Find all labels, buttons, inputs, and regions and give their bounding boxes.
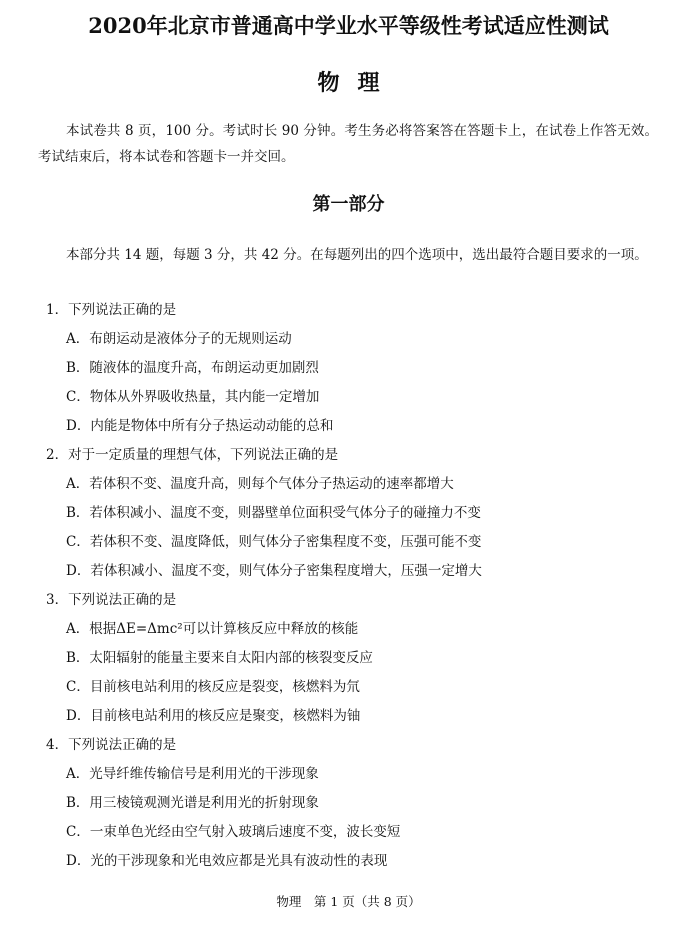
option-b: B．若体积减小、温度不变，则器壁单位面积受气体分子的碰撞力不变 xyxy=(66,505,481,521)
option-d: D．目前核电站利用的核反应是聚变，核燃料为铀 xyxy=(66,708,361,724)
option-c: C．一束单色光经由空气射入玻璃后速度不变，波长变短 xyxy=(66,824,401,840)
question-stem: 4．下列说法正确的是 xyxy=(46,737,177,753)
option-b: B．随液体的温度升高，布朗运动更加剧烈 xyxy=(66,360,319,376)
option-b: B．用三棱镜观测光谱是利用光的折射现象 xyxy=(66,795,319,811)
option-d: D．若体积减小、温度不变，则气体分子密集程度增大，压强一定增大 xyxy=(66,563,482,579)
question-1 xyxy=(38,296,658,441)
question-stem: 3．下列说法正确的是 xyxy=(46,592,177,608)
question-2 xyxy=(38,441,658,586)
exam-title: 2020年北京市普通高中学业水平等级性考试适应性测试 xyxy=(88,13,609,38)
option-c: C．目前核电站利用的核反应是裂变，核燃料为氘 xyxy=(66,679,360,695)
option-a: A．若体积不变、温度升高，则每个气体分子热运动的速率都增大 xyxy=(66,476,454,492)
option-c: C．物体从外界吸收热量，其内能一定增加 xyxy=(66,389,320,405)
page-footer: 物理 第 1 页（共 8 页） xyxy=(276,894,421,909)
question-stem: 2．对于一定质量的理想气体，下列说法正确的是 xyxy=(46,447,339,463)
question-stem: 1．下列说法正确的是 xyxy=(46,302,177,318)
question-4 xyxy=(38,731,658,876)
option-d: D．光的干涉现象和光电效应都是光具有波动性的表现 xyxy=(66,853,388,869)
option-a: A．光导纤维传输信号是利用光的干涉现象 xyxy=(66,766,319,782)
option-d: D．内能是物体中所有分子热运动动能的总和 xyxy=(66,418,334,434)
exam-instructions: 本试卷共 8 页，100 分。考试时长 90 分钟。考生务必将答案答在答题卡上，在试卷上作答无效。考试结束后，将本试卷和答题卡一并交回。 xyxy=(38,123,658,165)
option-c: C．若体积不变、温度降低，则气体分子密集程度不变，压强可能不变 xyxy=(66,534,482,550)
option-a: A．布朗运动是液体分子的无规则运动 xyxy=(66,331,292,347)
question-3 xyxy=(38,586,658,731)
option-a: A．根据ΔE=Δmc²可以计算核反应中释放的核能 xyxy=(66,621,359,637)
subject-heading: 物理 xyxy=(317,70,398,96)
part-description: 本部分共 14 题，每题 3 分，共 42 分。在每题列出的四个选项中，选出最符合题目要求的一项。 xyxy=(66,247,648,263)
part-heading: 第一部分 xyxy=(312,194,385,215)
option-b: B．太阳辐射的能量主要来自太阳内部的核裂变反应 xyxy=(66,650,373,666)
question-list xyxy=(38,296,658,876)
